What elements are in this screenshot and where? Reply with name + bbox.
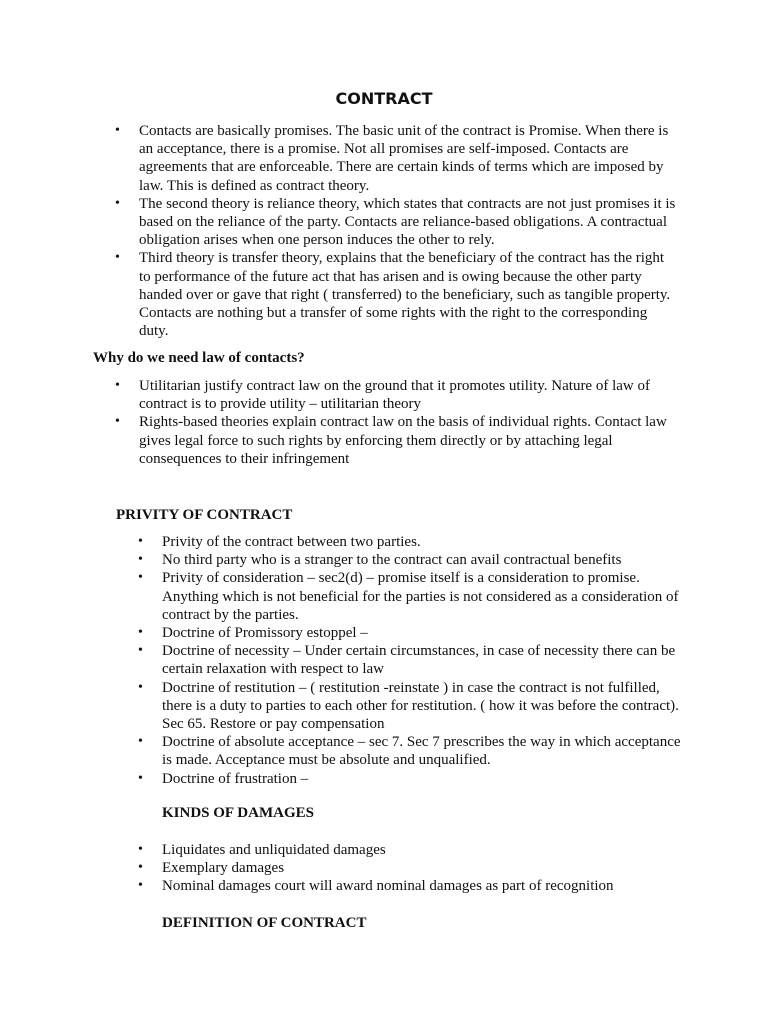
list-item: [138, 841, 682, 859]
list-item-text: Nominal damages court will award nominal damages as part of recognition: [162, 878, 614, 895]
privity-list: [138, 533, 682, 788]
contract-theories-list: [115, 122, 679, 340]
list-item: [138, 877, 682, 895]
list-item: [138, 770, 682, 788]
bullet-icon: •: [138, 842, 143, 857]
bullet-icon: •: [115, 195, 120, 211]
list-item-text: Rights-based theories explain contract law on the basis of individual rights. Contact law gives legal force to such rights by enforcing them directly or by attaching legal consequences to their infringement: [139, 414, 667, 467]
definition-heading: DEFINITION OF CONTRACT: [162, 915, 367, 931]
list-item-text: Doctrine of restitution – ( restitution -reinstate ) in case the contract is not fulfilled, there is a duty to parties to each other for restitution. ( how it was before the contract). Sec 65. Restore or pay compensation: [162, 679, 679, 733]
bullet-icon: •: [115, 378, 120, 393]
list-item: [138, 624, 682, 642]
list-item-text: Third theory is transfer theory, explains that the beneficiary of the contract has the right to performance of the future act that has arisen and is owing because the other party handed over or gave that right ( transferred) to the beneficiary, such as tangible property. Contacts are nothing but a transfer of some rights with the right to the corresponding duty.: [139, 250, 671, 340]
list-item: [138, 533, 682, 551]
page-title: CONTRACT: [335, 89, 433, 108]
why-law-heading: Why do we need law of contacts?: [93, 350, 305, 366]
list-item: [115, 249, 679, 340]
list-item-text: Utilitarian justify contract law on the ground that it promotes utility. Nature of law of contract is to provide utility – utilitarian theory: [139, 378, 650, 413]
list-item: [138, 859, 682, 877]
bullet-icon: •: [138, 770, 143, 786]
bullet-icon: •: [138, 643, 143, 659]
list-item: [115, 413, 679, 468]
bullet-icon: •: [138, 552, 143, 568]
bullet-icon: •: [138, 534, 143, 549]
damages-heading: KINDS OF DAMAGES: [162, 805, 314, 821]
list-item-text: The second theory is reliance theory, which states that contracts are not just promises it is based on the reliance of the party. Contacts are reliance-based obligations. A contractual obligation arises when one person induces the other to rely.: [139, 195, 676, 249]
bullet-icon: •: [115, 250, 120, 266]
damages-list: [138, 841, 682, 896]
list-item: [115, 122, 679, 195]
list-item-text: Privity of the contract between two parties.: [162, 534, 421, 550]
bullet-icon: •: [138, 570, 143, 586]
list-item-text: Doctrine of Promissory estoppel –: [162, 625, 368, 642]
list-item-text: Contacts are basically promises. The basic unit of the contract is Promise. When there is an acceptance, there is a promise. Not all promises are self-imposed. Contacts are agreements that are enforceable. There are certain kinds of terms which are imposed by law. This is defined as contract theory.: [139, 123, 669, 194]
list-item: [138, 569, 682, 624]
list-item-text: Privity of consideration – sec2(d) – promise itself is a consideration to promise. Anything which is not beneficial for the parties is not considered as a consideration of contract by the parties.: [162, 570, 679, 623]
why-law-list: [115, 377, 679, 468]
privity-heading: PRIVITY OF CONTRACT: [116, 507, 293, 523]
list-item-text: Doctrine of absolute acceptance – sec 7. Sec 7 prescribes the way in which acceptance is made. Acceptance must be absolute and unqualified.: [162, 734, 681, 769]
list-item: [138, 679, 682, 734]
bullet-icon: •: [115, 414, 120, 430]
bullet-icon: •: [138, 734, 143, 750]
list-item: [115, 377, 679, 413]
list-item: [138, 733, 682, 769]
list-item: [138, 551, 682, 569]
list-item-text: Doctrine of frustration –: [162, 770, 309, 787]
list-item-text: Exemplary damages: [162, 860, 285, 877]
bullet-icon: •: [115, 123, 120, 138]
bullet-icon: •: [138, 860, 143, 876]
list-item: [115, 195, 679, 250]
list-item: [138, 642, 682, 678]
bullet-icon: •: [138, 679, 143, 695]
bullet-icon: •: [138, 625, 143, 641]
list-item-text: No third party who is a stranger to the contract can avail contractual benefits: [162, 552, 622, 569]
list-item-text: Doctrine of necessity – Under certain circumstances, in case of necessity there can be certain relaxation with respect to law: [162, 643, 676, 678]
list-item-text: Liquidates and unliquidated damages: [162, 842, 386, 858]
bullet-icon: •: [138, 878, 143, 894]
